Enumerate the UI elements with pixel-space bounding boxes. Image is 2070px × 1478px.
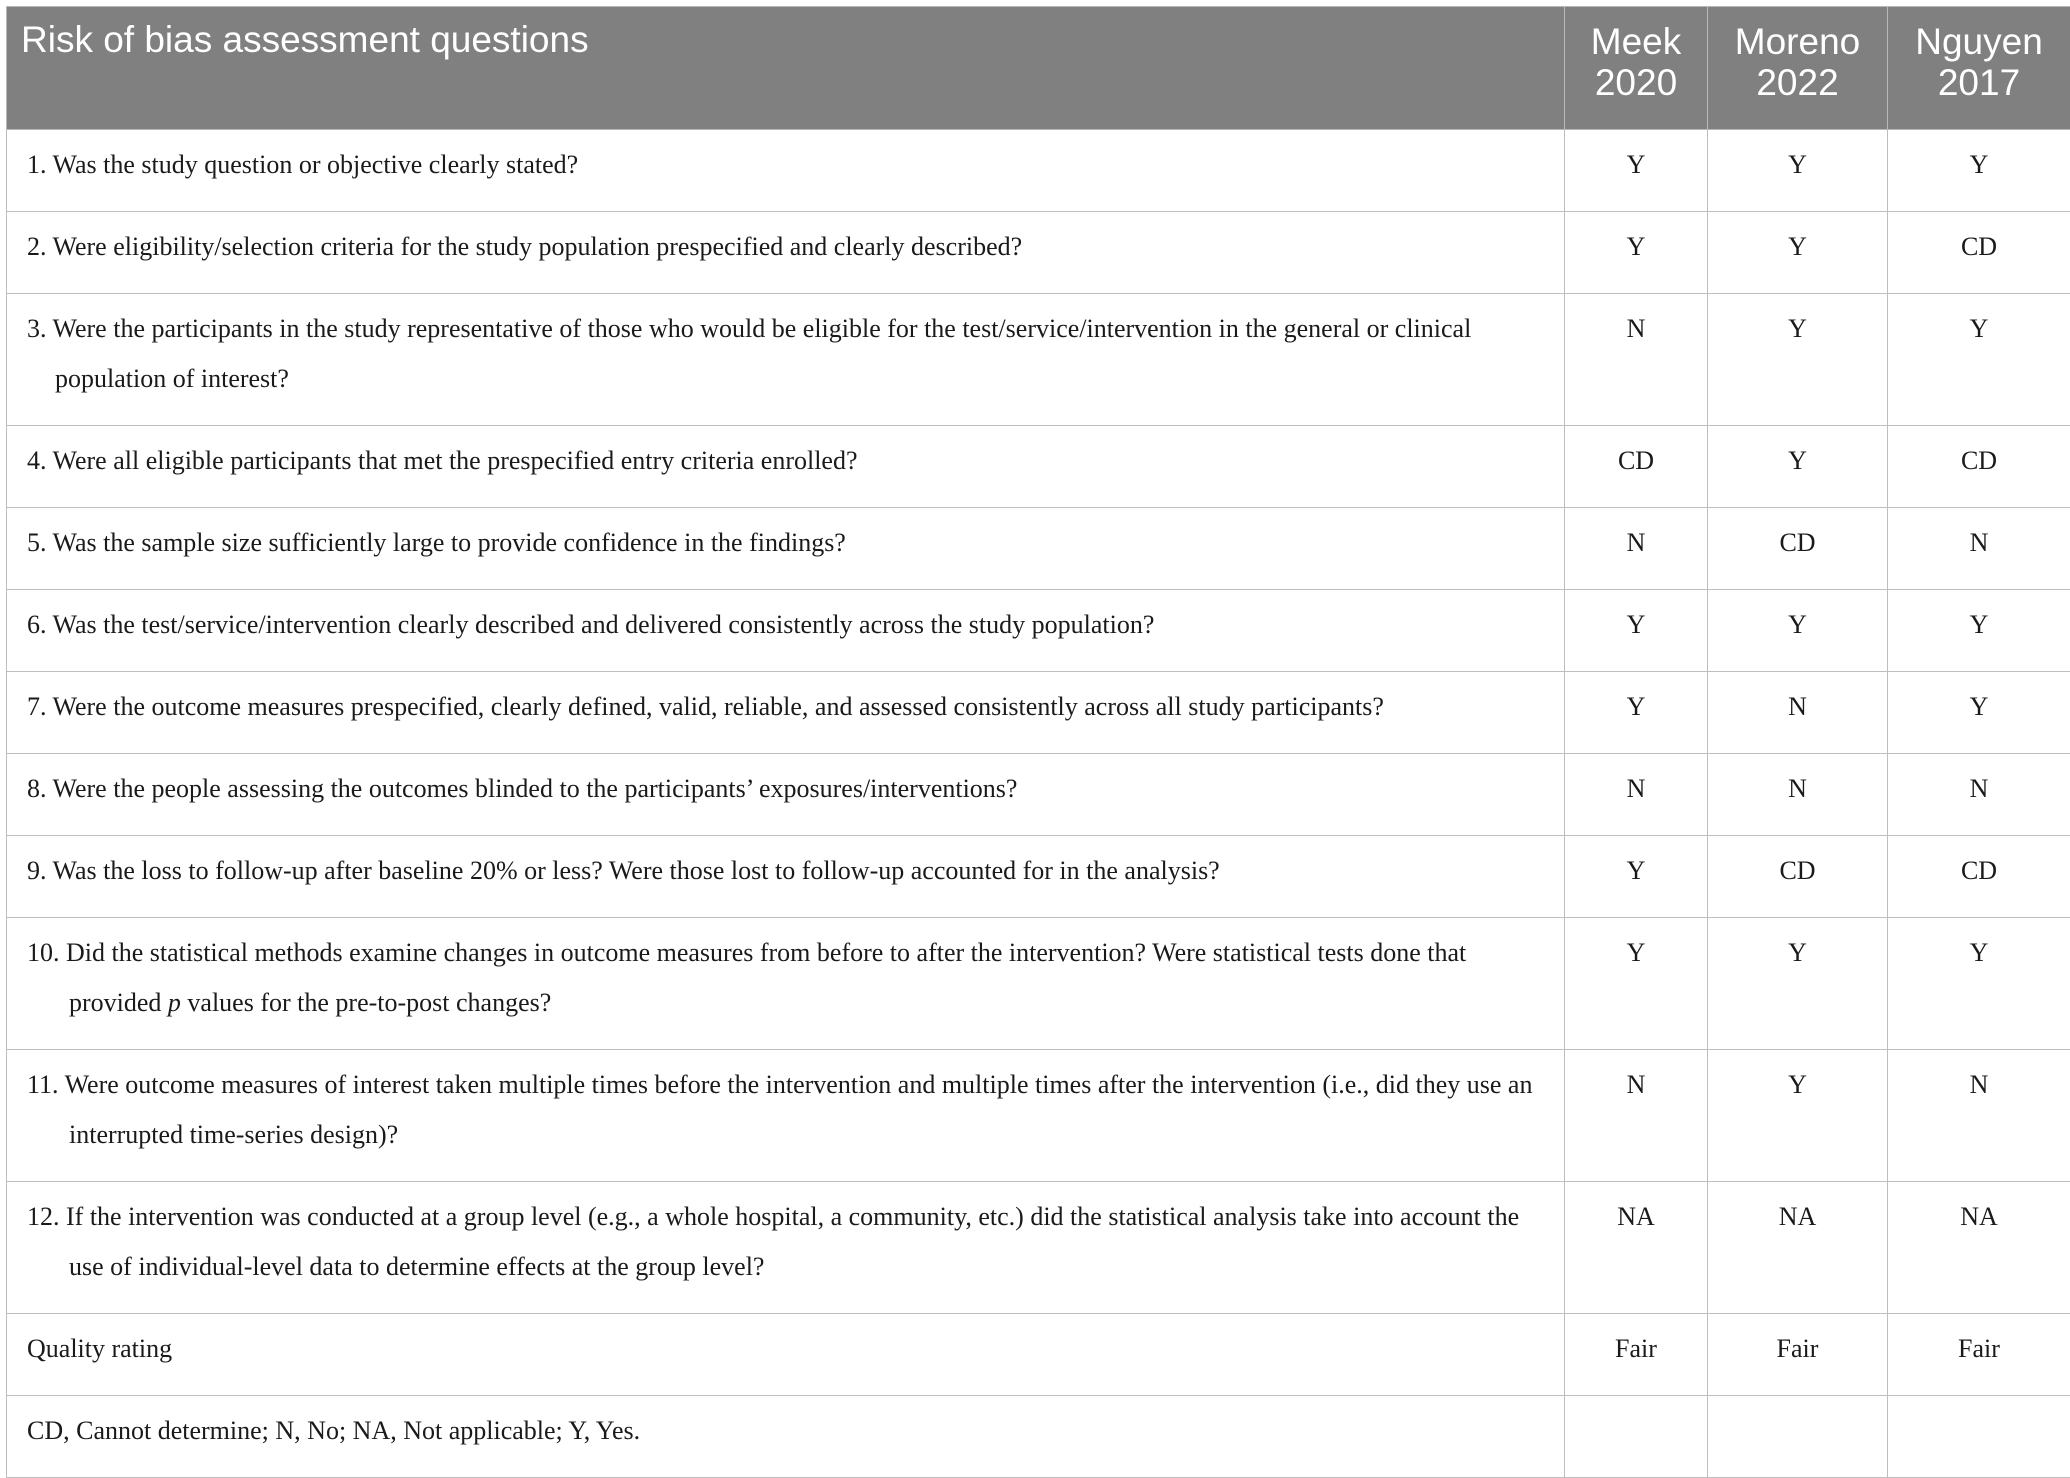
question-cell xyxy=(7,836,1565,918)
table-row xyxy=(7,918,2070,1050)
header-study-meek xyxy=(1565,7,1708,130)
value-cell: Y xyxy=(1888,672,2070,754)
footnote-cell xyxy=(7,1396,1565,1478)
question-cell xyxy=(7,212,1565,294)
header-study-name: Meek xyxy=(1565,21,1707,62)
table-row xyxy=(7,1050,2070,1182)
value-cell: NA xyxy=(1708,1182,1888,1314)
question-cell xyxy=(7,294,1565,426)
empty-cell xyxy=(1708,1396,1888,1478)
question-text: 4. Were all eligible participants that met the prespecified entry criteria enrolled? xyxy=(27,436,1544,486)
value-cell: Y xyxy=(1565,590,1708,672)
value-cell: N xyxy=(1565,754,1708,836)
value-cell: N xyxy=(1565,294,1708,426)
question-text xyxy=(27,928,1544,1028)
value-cell: Y xyxy=(1888,590,2070,672)
quality-label: Quality rating xyxy=(27,1324,1544,1374)
value-cell: Y xyxy=(1565,836,1708,918)
value-cell: Y xyxy=(1888,294,2070,426)
header-study-name: Nguyen xyxy=(1888,21,2070,62)
quality-value-cell: Fair xyxy=(1565,1314,1708,1396)
footnote-row xyxy=(7,1396,2070,1478)
risk-of-bias-table xyxy=(6,6,2070,1478)
header-study-moreno xyxy=(1708,7,1888,130)
value-cell: CD xyxy=(1888,836,2070,918)
table-header-row xyxy=(7,7,2070,130)
question-text: 9. Was the loss to follow-up after baseline 20% or less? Were those lost to follow-up accounted for in the analysis? xyxy=(27,846,1544,896)
value-cell: NA xyxy=(1888,1182,2070,1314)
question-text-part: values for the pre-to-post changes? xyxy=(181,988,551,1017)
value-cell: N xyxy=(1565,508,1708,590)
table-row xyxy=(7,672,2070,754)
table-row xyxy=(7,508,2070,590)
value-cell: CD xyxy=(1708,508,1888,590)
value-cell: N xyxy=(1565,1050,1708,1182)
question-text: 3. Were the participants in the study representative of those who would be eligible for the test/service/intervention in the general or clinical population of interest? xyxy=(27,304,1544,404)
value-cell: Y xyxy=(1565,918,1708,1050)
value-cell: Y xyxy=(1708,918,1888,1050)
value-cell: CD xyxy=(1708,836,1888,918)
question-cell xyxy=(7,672,1565,754)
header-study-name: Moreno xyxy=(1708,21,1887,62)
header-questions: Risk of bias assessment questions xyxy=(7,7,1565,130)
table-row xyxy=(7,294,2070,426)
empty-cell xyxy=(1565,1396,1708,1478)
question-text: 11. Were outcome measures of interest taken multiple times before the intervention and multiple times after the intervention (i.e., did they use an interrupted time-series design)? xyxy=(27,1060,1544,1160)
value-cell: Y xyxy=(1565,672,1708,754)
value-cell: Y xyxy=(1708,212,1888,294)
value-cell: Y xyxy=(1888,918,2070,1050)
quality-value-cell: Fair xyxy=(1888,1314,2070,1396)
header-study-year: 2020 xyxy=(1565,62,1707,103)
question-text-part: 10. Did the statistical methods examine changes in outcome measures from before to after the intervention? Were statistical tests done that provided xyxy=(27,938,1466,1017)
question-cell xyxy=(7,590,1565,672)
header-study-year: 2022 xyxy=(1708,62,1887,103)
table-row xyxy=(7,1182,2070,1314)
question-text: 5. Was the sample size sufficiently large to provide confidence in the findings? xyxy=(27,518,1544,568)
value-cell: N xyxy=(1708,672,1888,754)
header-study-nguyen xyxy=(1888,7,2070,130)
quality-value-cell: Fair xyxy=(1708,1314,1888,1396)
value-cell: N xyxy=(1888,754,2070,836)
question-text: 8. Were the people assessing the outcomes blinded to the participants’ exposures/interventions? xyxy=(27,764,1544,814)
question-cell xyxy=(7,1050,1565,1182)
value-cell: NA xyxy=(1565,1182,1708,1314)
question-text-italic: p xyxy=(168,988,181,1017)
value-cell: Y xyxy=(1708,1050,1888,1182)
question-text: 1. Was the study question or objective clearly stated? xyxy=(27,140,1544,190)
value-cell: N xyxy=(1888,1050,2070,1182)
table-row xyxy=(7,426,2070,508)
footnote-text: CD, Cannot determine; N, No; NA, Not applicable; Y, Yes. xyxy=(27,1406,1544,1456)
question-cell xyxy=(7,130,1565,212)
table-row xyxy=(7,590,2070,672)
quality-label-cell xyxy=(7,1314,1565,1396)
question-text: 2. Were eligibility/selection criteria for the study population prespecified and clearly described? xyxy=(27,222,1544,272)
question-cell xyxy=(7,754,1565,836)
question-text: 6. Was the test/service/intervention clearly described and delivered consistently across the study population? xyxy=(27,600,1544,650)
value-cell: N xyxy=(1708,754,1888,836)
question-text: 7. Were the outcome measures prespecified, clearly defined, valid, reliable, and assessed consistently across all study participants? xyxy=(27,682,1544,732)
value-cell: N xyxy=(1888,508,2070,590)
question-cell xyxy=(7,1182,1565,1314)
quality-rating-row xyxy=(7,1314,2070,1396)
value-cell: Y xyxy=(1888,130,2070,212)
value-cell: Y xyxy=(1708,130,1888,212)
value-cell: CD xyxy=(1888,212,2070,294)
value-cell: Y xyxy=(1708,590,1888,672)
question-cell xyxy=(7,508,1565,590)
table-row xyxy=(7,754,2070,836)
table-row xyxy=(7,130,2070,212)
question-cell xyxy=(7,918,1565,1050)
value-cell: Y xyxy=(1565,212,1708,294)
value-cell: Y xyxy=(1708,294,1888,426)
question-cell xyxy=(7,426,1565,508)
question-text: 12. If the intervention was conducted at a group level (e.g., a whole hospital, a community, etc.) did the statistical analysis take into account the use of individual-level data to determine effects at the group level? xyxy=(27,1192,1544,1292)
value-cell: Y xyxy=(1565,130,1708,212)
empty-cell xyxy=(1888,1396,2070,1478)
table-row xyxy=(7,836,2070,918)
header-study-year: 2017 xyxy=(1888,62,2070,103)
value-cell: CD xyxy=(1888,426,2070,508)
table-row xyxy=(7,212,2070,294)
value-cell: Y xyxy=(1708,426,1888,508)
risk-of-bias-table-container xyxy=(6,6,2070,1478)
value-cell: CD xyxy=(1565,426,1708,508)
